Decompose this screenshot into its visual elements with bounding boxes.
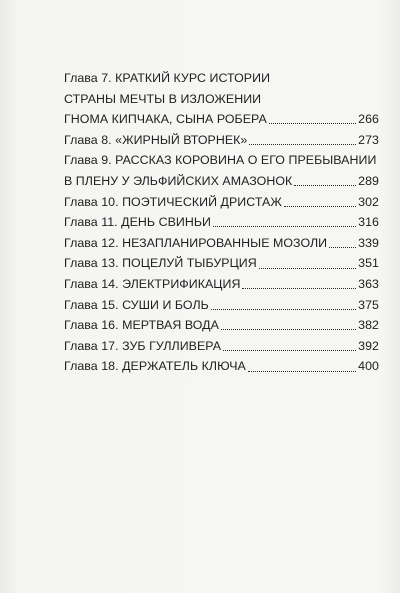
toc-title: Глава 18. ДЕРЖАТЕЛЬ КЛЮЧА: [64, 359, 246, 374]
toc-line: [64, 212, 379, 233]
dot-leader: [223, 349, 356, 351]
toc-title: Глава 11. ДЕНЬ СВИНЬИ: [64, 215, 211, 230]
toc-title: ГНОМА КИПЧАКА, СЫНА РОБЕРА: [64, 112, 267, 127]
dot-leader: [259, 267, 356, 269]
toc-title: Глава 17. ЗУБ ГУЛЛИВЕРА: [64, 338, 222, 353]
toc-line: [64, 89, 379, 110]
page-number: 289: [358, 173, 379, 188]
toc-title: Глава 13. ПОЦЕЛУЙ ТЫБУРЦИЯ: [64, 256, 257, 271]
dot-leader: [221, 328, 356, 330]
page-number: 382: [358, 318, 379, 333]
page-number: 392: [358, 338, 379, 353]
dot-leader: [249, 143, 356, 145]
toc-line: [64, 315, 379, 336]
toc-title: Глава 7. КРАТКИЙ КУРС ИСТОРИИ: [64, 71, 271, 85]
toc-line: [64, 336, 379, 357]
toc-title: Глава 14. ЭЛЕКТРИФИКАЦИЯ: [64, 276, 241, 291]
toc-line: [64, 274, 379, 295]
dot-leader: [211, 308, 356, 310]
toc-line: [64, 171, 379, 192]
dot-leader: [213, 225, 356, 227]
page-number: 339: [358, 235, 379, 250]
toc-line: [64, 356, 379, 377]
toc-line: [64, 233, 379, 254]
dot-leader: [294, 184, 356, 186]
toc-title: СТРАНЫ МЕЧТЫ В ИЗЛОЖЕНИИ: [64, 91, 262, 106]
toc-line: [64, 192, 379, 213]
page-number: 316: [358, 215, 379, 230]
toc-line: [64, 253, 379, 274]
page-number: 266: [358, 112, 379, 127]
page-number: 375: [358, 297, 379, 312]
toc-title: Глава 8. «ЖИРНЫЙ ВТОРНЕК»: [64, 132, 248, 147]
page-number: 302: [358, 194, 379, 209]
dot-leader: [329, 246, 356, 248]
dot-leader: [242, 287, 356, 289]
toc-line: [64, 150, 379, 171]
toc-line: [64, 130, 379, 151]
dot-leader: [269, 122, 356, 124]
page-number: 363: [358, 276, 379, 291]
page-number: 400: [358, 359, 379, 374]
page-number: 273: [358, 132, 379, 147]
toc-line: [64, 68, 379, 89]
table-of-contents: [64, 68, 379, 377]
toc-title: Глава 9. РАССКАЗ КОРОВИНА О ЕГО ПРЕБЫВАНИИ: [64, 153, 377, 168]
toc-title: Глава 10. ПОЭТИЧЕСКИЙ ДРИСТАЖ: [64, 194, 282, 209]
toc-title: Глава 15. СУШИ И БОЛЬ: [64, 297, 209, 312]
toc-title: Глава 12. НЕЗАПЛАНИРОВАННЫЕ МОЗОЛИ: [64, 235, 328, 250]
toc-line: [64, 109, 379, 130]
toc-line: [64, 295, 379, 316]
dot-leader: [248, 370, 356, 372]
dot-leader: [284, 205, 356, 207]
toc-title: В ПЛЕНУ У ЭЛЬФИЙСКИХ АМАЗОНОК: [64, 173, 293, 188]
page-number: 351: [358, 256, 379, 271]
toc-title: Глава 16. МЕРТВАЯ ВОДА: [64, 318, 219, 333]
